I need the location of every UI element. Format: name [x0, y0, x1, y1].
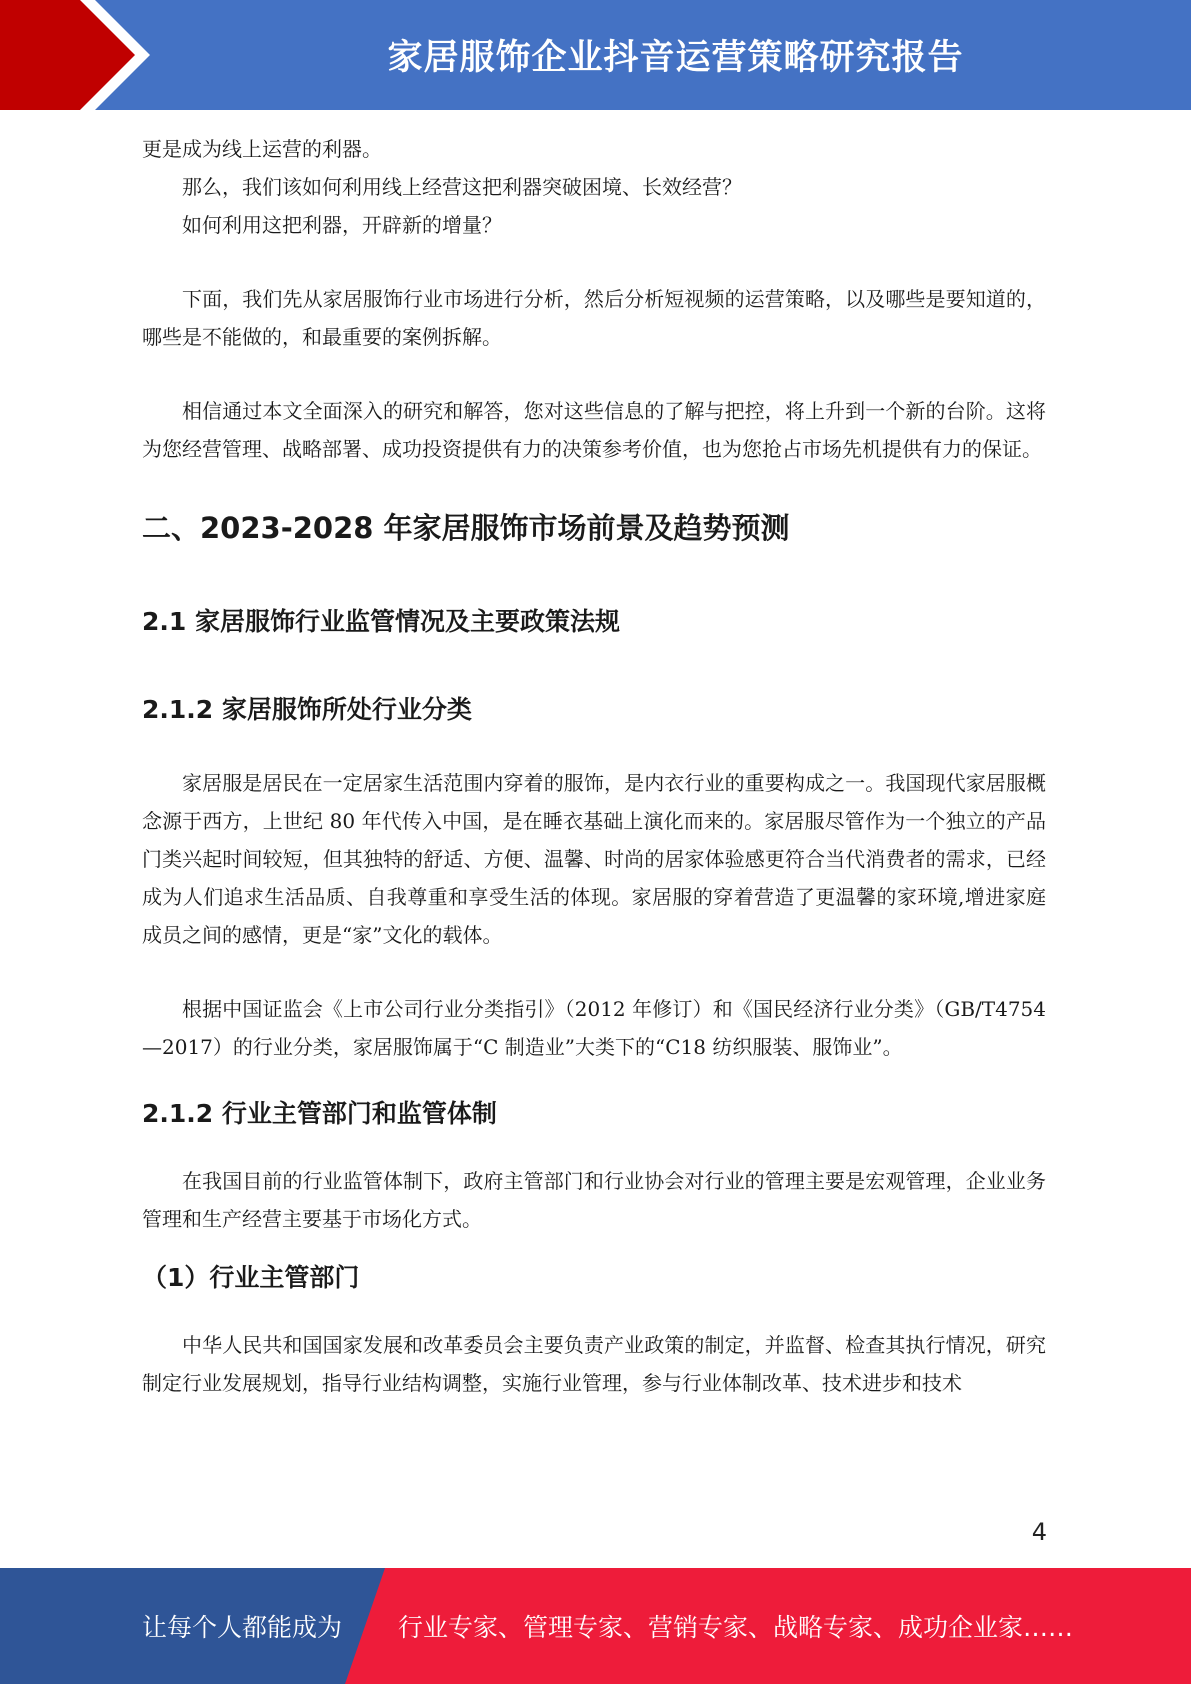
footer-slogan-left: 让每个人都能成为 — [142, 1613, 343, 1642]
page-number: 4 — [1031, 1518, 1047, 1546]
page-content — [142, 130, 1046, 1402]
subsection-heading: （1）行业主管部门 — [142, 1263, 360, 1292]
section-heading: 2.1 家居服饰行业监管情况及主要政策法规 — [142, 607, 620, 636]
subsection-heading: 2.1.2 行业主管部门和监管体制 — [142, 1099, 497, 1128]
paragraph: 根据中国证监会《上市公司行业分类指引》（2012 年修订）和《国民经济行业分类》（GB/T4754—2017）的行业分类，家居服饰属于“C 制造业”大类下的“C18 纺织服装、服饰业”。 — [142, 997, 1046, 1059]
paragraph: 家居服是居民在一定居家生活范围内穿着的服饰，是内衣行业的重要构成之一。我国现代家居服概念源于西方，上世纪 80 年代传入中国，是在睡衣基础上演化而来的。家居服尽管作为一个独立的产品门类兴起时间较短，但其独特的舒适、方便、温馨、时尚的居家体验感更符合当代消费者的需求，已经成为人们追求生活品质、自我尊重和享受生活的体现。家居服的穿着营造了更温馨的家环境,增进家庭成员之间的感情，更是“家”文化的载体。 — [142, 771, 1046, 947]
paragraph: 如何利用这把利器，开辟新的增量？ — [182, 213, 502, 237]
paragraph: 更是成为线上运营的利器。 — [142, 137, 382, 161]
page-footer — [0, 1568, 1191, 1684]
subsection-heading: 2.1.2 家居服饰所处行业分类 — [142, 695, 472, 724]
paragraph: 相信通过本文全面深入的研究和解答，您对这些信息的了解与把控，将上升到一个新的台阶。这将为您经营管理、战略部署、成功投资提供有力的决策参考价值，也为您抢占市场先机提供有力的保证。 — [142, 399, 1046, 461]
page-header — [0, 0, 1191, 110]
paragraph: 在我国目前的行业监管体制下，政府主管部门和行业协会对行业的管理主要是宏观管理，企业业务管理和生产经营主要基于市场化方式。 — [142, 1169, 1046, 1231]
header-title: 家居服饰企业抖音运营策略研究报告 — [387, 38, 964, 78]
paragraph: 那么，我们该如何利用线上经营这把利器突破困境、长效经营？ — [182, 175, 742, 199]
chapter-heading: 二、2023-2028 年家居服饰市场前景及趋势预测 — [142, 511, 790, 545]
paragraph: 中华人民共和国国家发展和改革委员会主要负责产业政策的制定，并监督、检查其执行情况，研究制定行业发展规划，指导行业结构调整，实施行业管理，参与行业体制改革、技术进步和技术 — [142, 1333, 1046, 1395]
footer-slogan-right: 行业专家、管理专家、营销专家、战略专家、成功企业家…… — [398, 1613, 1074, 1642]
paragraph: 下面，我们先从家居服饰行业市场进行分析，然后分析短视频的运营策略，以及哪些是要知道的，哪些是不能做的，和最重要的案例拆解。 — [142, 287, 1046, 349]
